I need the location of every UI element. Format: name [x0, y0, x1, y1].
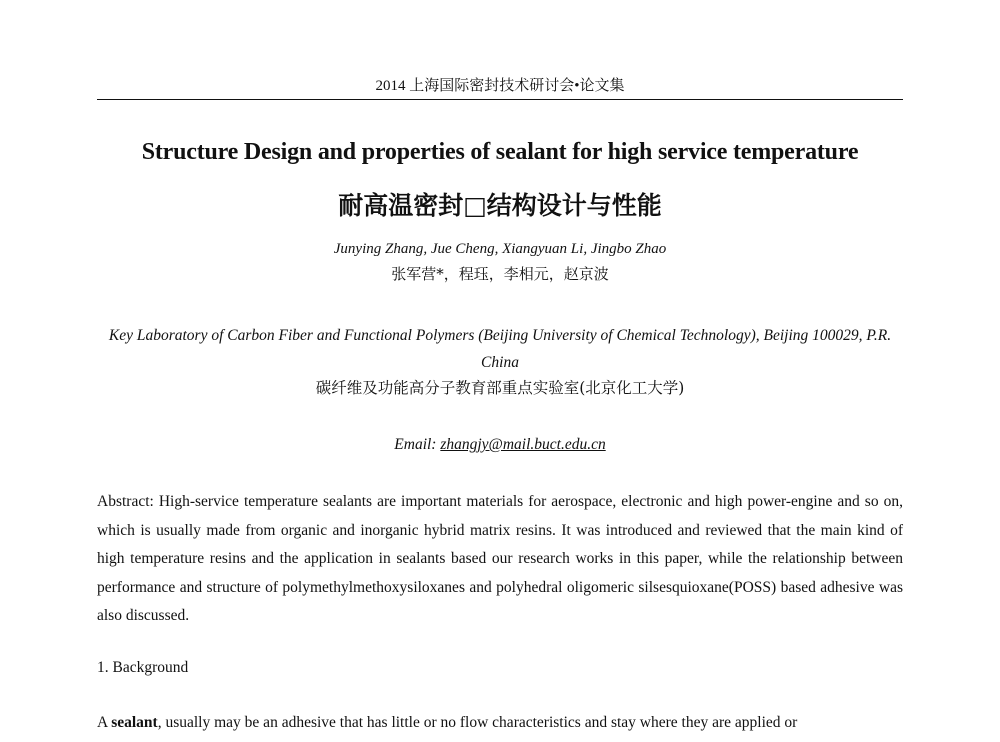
abstract-paragraph: Abstract: High-service temperature sealants are important materials for aerospace, electronic and high power-engine and so on, which is usually made from organic and inorganic hybrid matrix resins. It was introduced and reviewed that the main kind of high temperature resins and the application in sealants based our research works in this paper, while the relationship between performance and structure of polymethylmethoxysiloxanes and polyhedral oligomeric silsesquioxane(POSS) based adhesive was also discussed. — [97, 493, 903, 624]
body-prefix: A — [97, 714, 112, 731]
affiliation-english: Key Laboratory of Carbon Fiber and Functional Polymers (Beijing University of Chemical Technology), Beijing 100029, P.R. China — [108, 327, 892, 371]
body-paragraph — [97, 709, 903, 737]
body-bold-term: sealant — [111, 714, 158, 731]
paper-title-chinese: 耐高温密封□结构设计与性能 — [338, 191, 662, 220]
email-label: Email: — [394, 436, 437, 453]
affiliation-chinese: 碳纤维及功能高分子教育部重点实验室(北京化工大学) — [315, 379, 685, 397]
section-heading: 1. Background — [97, 659, 189, 676]
body-rest: , usually may be an adhesive that has little or no flow characteristics and stay where they are applied or — [157, 714, 798, 731]
paper-title-english: Structure Design and properties of sealant for high service temperature — [141, 139, 859, 165]
authors-chinese: 张军营*，程珏，李相元，赵京波 — [391, 265, 609, 283]
authors-english: Junying Zhang, Jue Cheng, Xiangyuan Li, Jingbo Zhao — [333, 241, 667, 257]
header-rule — [97, 99, 903, 100]
email-line — [0, 434, 1000, 456]
running-header: 2014 上海国际密封技术研讨会•论文集 — [375, 78, 625, 94]
email-link[interactable]: zhangjy@mail.buct.edu.cn — [440, 436, 606, 453]
